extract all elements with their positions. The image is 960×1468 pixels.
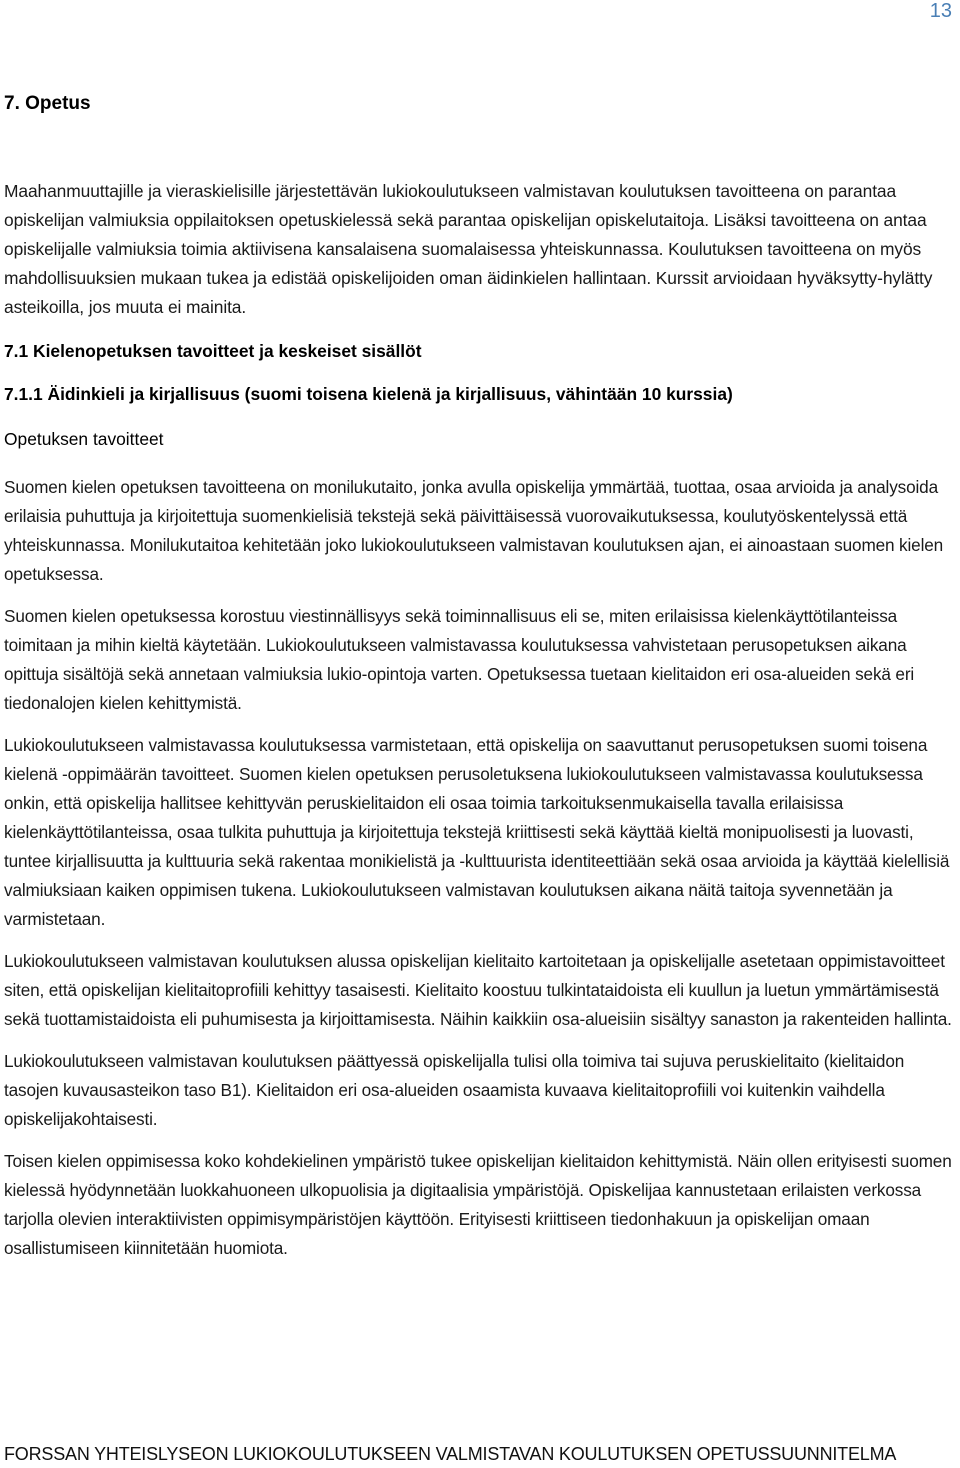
subsection-heading: 7.1.1 Äidinkieli ja kirjallisuus (suomi toisena kielenä ja kirjallisuus, vähintään 10 kurssia) (4, 384, 733, 404)
paragraph: Suomen kielen opetuksen tavoitteena on monilukutaito, jonka avulla opiskelija ymmärtää, tuottaa, osaa arvioida ja analysoida erilaisia puhuttuja ja kirjoitettuja suomenkielisiä tekstejä sekä päivittäisessä vuorovaikutuksessa, koulutyöskentelyssä että yhteiskunnassa. Monilukutaitoa kehitetään joko lukiokoulutukseen valmistavan koulutuksen ajan, ei ainoastaan suomen kielen opetuksessa. (4, 477, 944, 584)
chapter-title: 7. Opetus (4, 93, 91, 114)
paragraph: Lukiokoulutukseen valmistavan koulutuksen päättyessä opiskelijalla tulisi olla toimiva tai sujuva peruskielitaito (kielitaidon tasojen kuvausasteikon taso B1). Kielitaidon eri osa-alueiden osaamista kuvaava kielitaitoprofiili voi kuitenkin vaihdella opiskelijakohtaisesti. (4, 1051, 905, 1129)
page-footer: FORSSAN YHTEISLYSEON LUKIOKOULUTUKSEEN VALMISTAVAN KOULUTUKSEN OPETUSSUUNNITELMA (4, 1444, 897, 1464)
paragraph: Lukiokoulutukseen valmistavan koulutuksen alussa opiskelijan kielitaito kartoitetaan ja opiskelijalle asetetaan oppimistavoitteet siten, että opiskelijan kielitaitoprofiili kehittyy tasaisesti. Kielitaito koostuu tulkintataidoista eli kuullun ja luetun ymmärtämisestä sekä tuottamistaidoista eli puhumisesta ja kirjoittamisesta. Näihin kaikkiin osa-alueisiin sisältyy sanaston ja rakenteiden hallinta. (4, 951, 952, 1029)
goals-heading: Opetuksen tavoitteet (4, 429, 164, 449)
intro-paragraph: Maahanmuuttajille ja vieraskielisille järjestettävän lukiokoulutukseen valmistavan koulutuksen tavoitteena on parantaa opiskelijan valmiuksia oppilaitoksen opetuskielessä sekä parantaa opiskelijan opiskelutaitoja. Lisäksi tavoitteena on antaa opiskelijalle valmiuksia toimia aktiivisena kansalaisena suomalaisessa yhteiskunnassa. Koulutuksen tavoitteena on myös mahdollisuuksien mukaan tukea ja edistää opiskelijoiden oman äidinkielen hallintaan. Kurssit arvioidaan hyväksytty-hylätty asteikoilla, jos muuta ei mainita. (4, 181, 933, 317)
paragraph: Suomen kielen opetuksessa korostuu viestinnällisyys sekä toiminnallisuus eli se, miten erilaisissa kielenkäyttötilanteissa toimitaan ja mihin kieltä käytetään. Lukiokoulutukseen valmistavassa koulutuksessa vahvistetaan perusopetuksen aikana opittuja sisältöjä sekä annetaan valmiuksia lukio-opintoja varten. Opetuksessa tuetaan kielitaidon eri osa-alueiden sekä eri tiedonalojen kielen kehittymistä. (4, 606, 915, 713)
section-heading: 7.1 Kielenopetuksen tavoitteet ja keskeiset sisällöt (4, 341, 422, 361)
page-number: 13 (929, 0, 952, 22)
paragraph: Lukiokoulutukseen valmistavassa koulutuksessa varmistetaan, että opiskelija on saavuttanut perusopetuksen suomi toisena kielenä -oppimäärän tavoitteet. Suomen kielen opetuksen perusoletuksena lukiokoulutukseen valmistavassa koulutuksessa onkin, että opiskelija hallitsee kehittyvän peruskielitaidon eli osaa toimia tarkoituksenmukaisella tavalla erilaisissa kielenkäyttötilanteissa, osaa tulkita puhuttuja ja kirjoitettuja tekstejä kriittisesti sekä käyttää kieltä monipuolisesti ja luovasti, tuntee kirjallisuutta ja kulttuuria sekä rakentaa monikielistä ja -kulttuurista identiteettiään sekä osaa arvioida ja käyttää kielellisiä valmiuksiaan kaiken oppimisen tukena. Lukiokoulutukseen valmistavan koulutuksen aikana näitä taitoja syvennetään ja varmistetaan. (4, 735, 950, 929)
goals-body (4, 473, 956, 1276)
paragraph: Toisen kielen oppimisessa koko kohdekielinen ympäristö tukee opiskelijan kielitaidon kehittymistä. Näin ollen erityisesti suomen kielessä hyödynnetään luokkahuoneen ulkopuolisia ja digitaalisia ympäristöjä. Opiskelijaa kannustetaan erilaisten verkossa tarjolla olevien interaktiivisten oppimisympäristöjen käyttöön. Erityisesti kriittiseen tiedonhakuun ja opiskelijan omaan osallistumiseen kiinnitetään huomiota. (4, 1151, 952, 1258)
